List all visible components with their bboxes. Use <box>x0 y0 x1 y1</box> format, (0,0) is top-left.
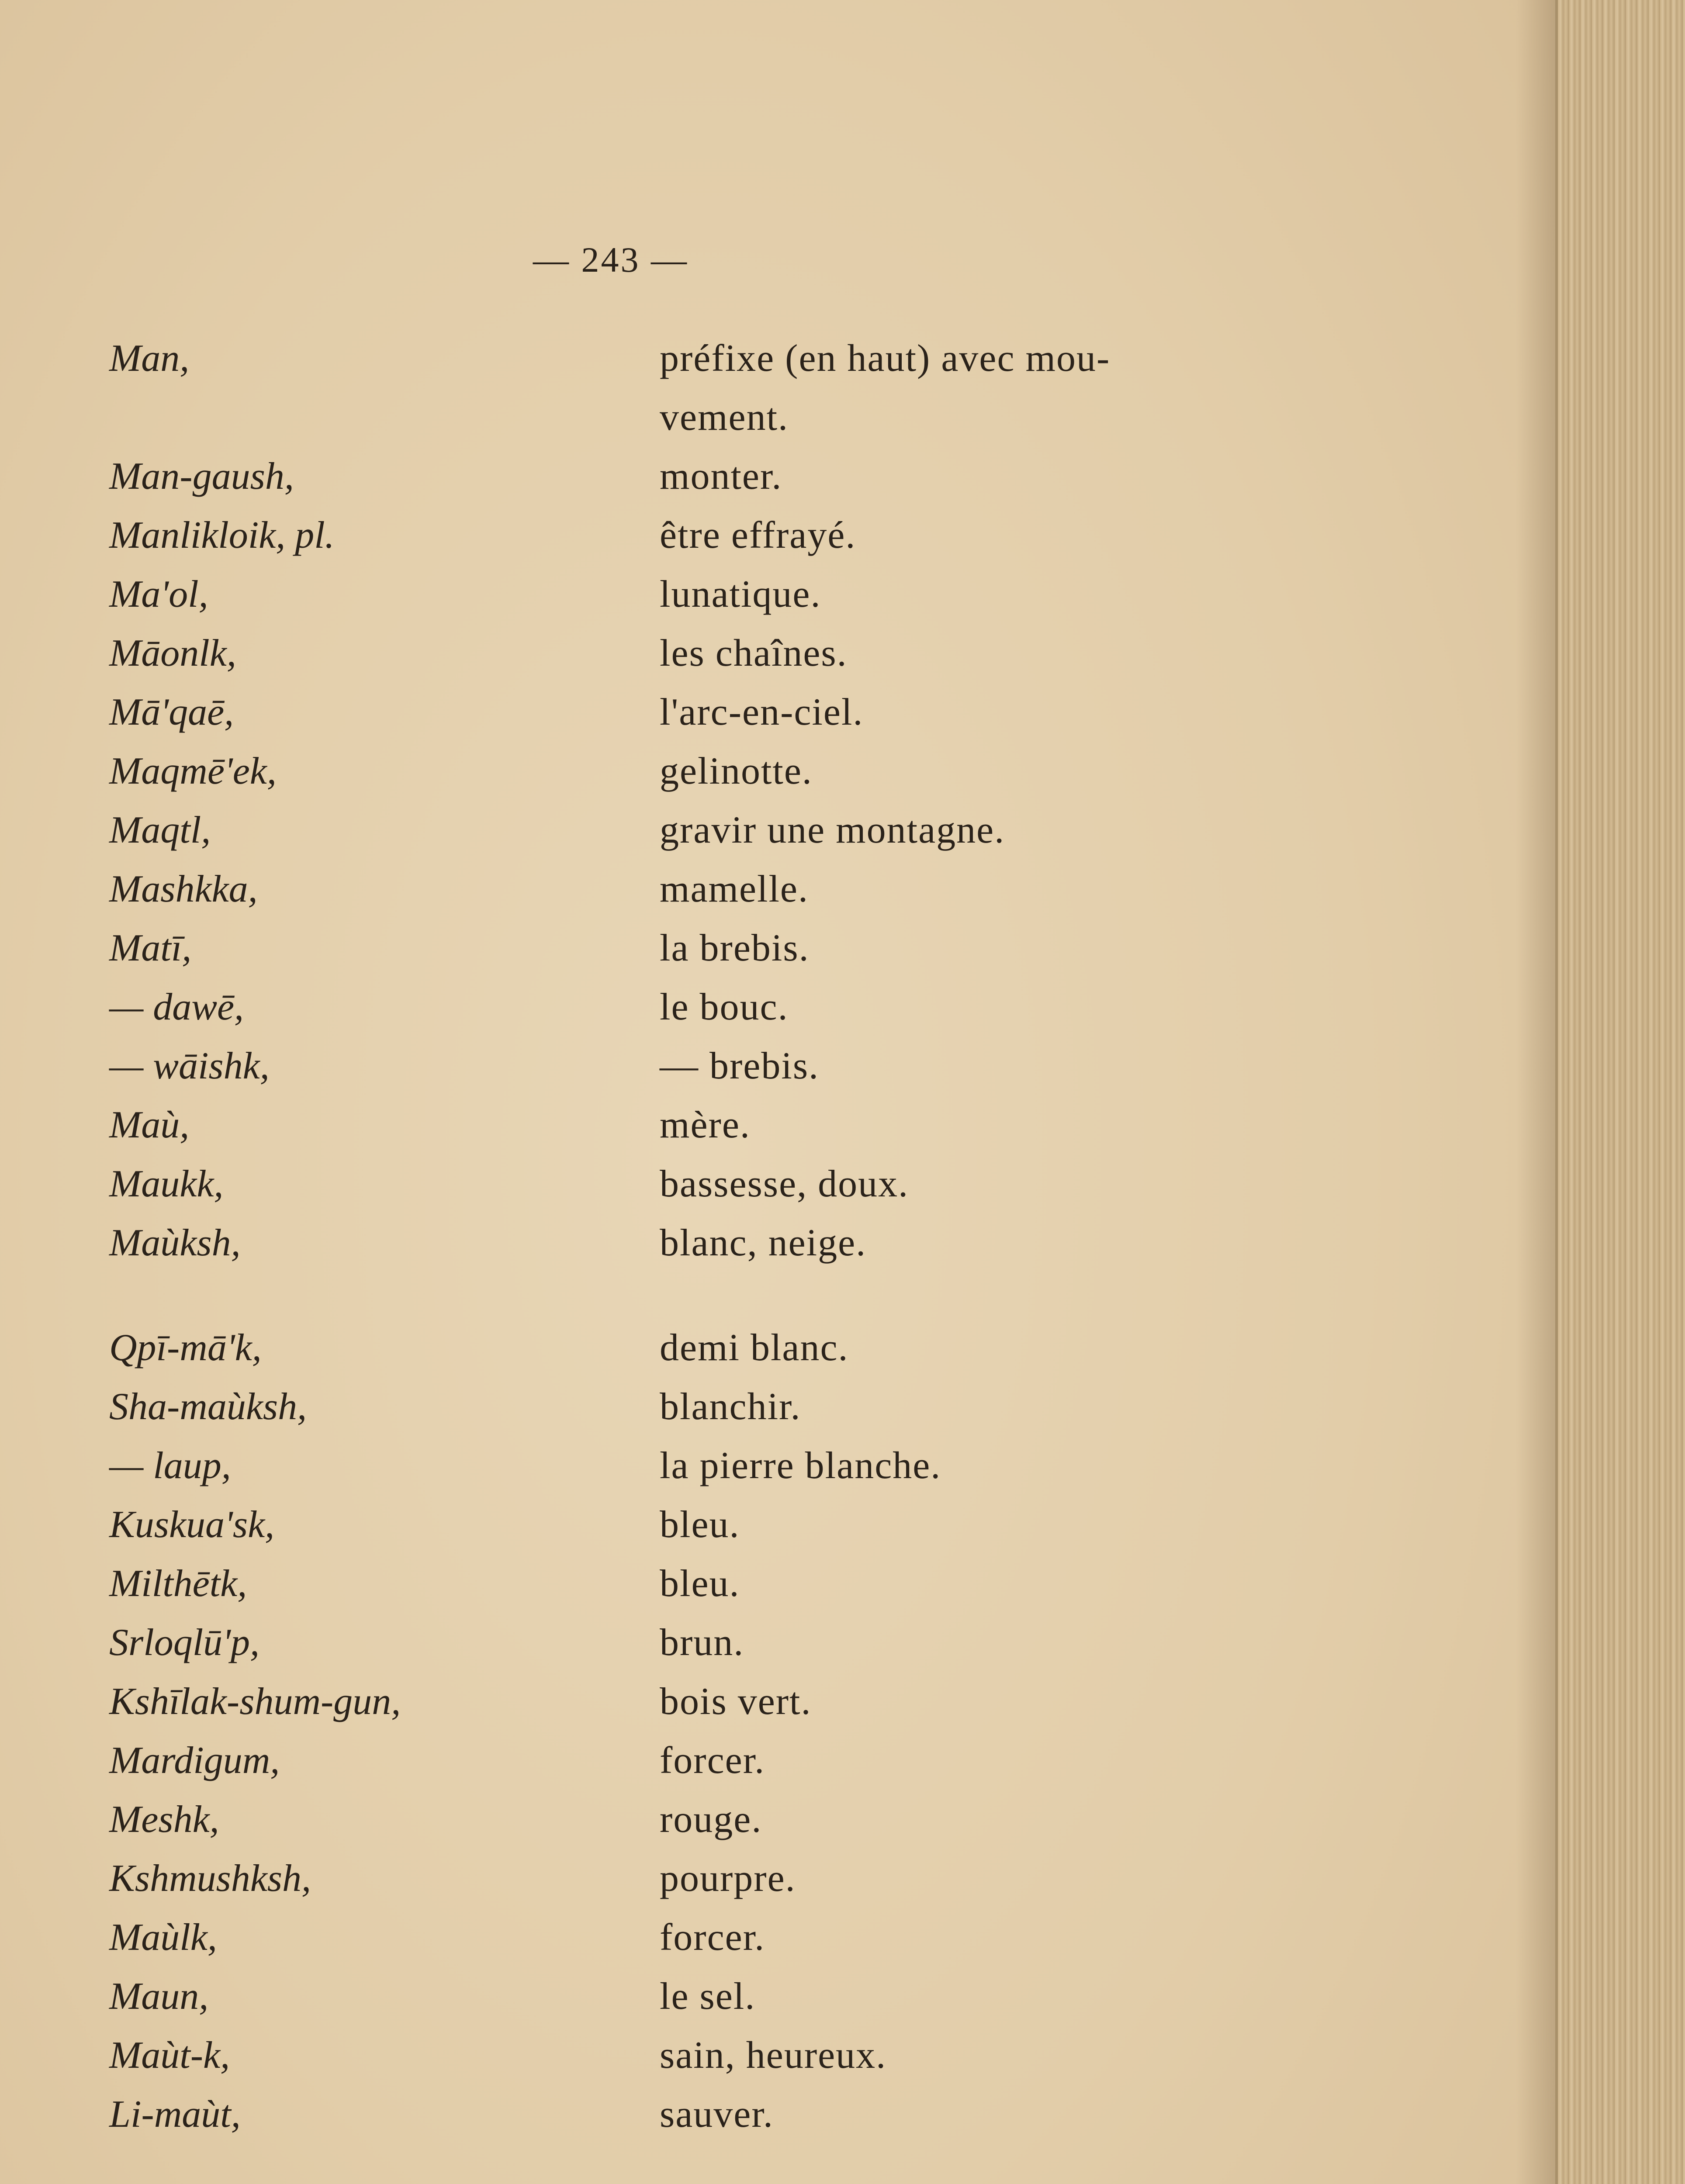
entry-term: Mardigum, <box>109 1739 280 1782</box>
glossary-entry <box>0 1974 1485 2022</box>
entry-definition: la pierre blanche. <box>660 1444 941 1487</box>
glossary-entry <box>0 1385 1485 1433</box>
entry-definition: forcer. <box>660 1916 765 1959</box>
entry-term: Maùksh, <box>109 1222 241 1264</box>
entry-term: Manlikloik, pl. <box>109 514 335 556</box>
glossary-entry <box>0 572 1485 620</box>
glossary-entry <box>0 690 1485 738</box>
entry-term: Maukk, <box>109 1163 224 1205</box>
glossary-entry <box>0 1621 1485 1669</box>
glossary-entry <box>0 1444 1485 1492</box>
entry-term: Māonlk, <box>109 632 236 674</box>
entry-definition: demi blanc. <box>660 1327 849 1369</box>
entry-term: Maqtl, <box>109 809 211 851</box>
glossary-entry <box>0 2092 1485 2140</box>
entry-term: Matī, <box>109 927 192 969</box>
entry-definition: brun. <box>660 1621 744 1664</box>
entry-definition: sain, heureux. <box>660 2034 887 2077</box>
glossary-entry <box>0 985 1485 1033</box>
entry-definition: forcer. <box>660 1739 765 1782</box>
entry-definition: le sel. <box>660 1975 756 2018</box>
glossary-entry <box>0 1915 1485 1963</box>
entry-definition: bois vert. <box>660 1680 812 1723</box>
entry-term: Srloqlū'p, <box>109 1621 259 1664</box>
entry-term: — wāishk, <box>109 1045 270 1087</box>
glossary-entry <box>0 1797 1485 1845</box>
entry-definition: sauver. <box>660 2093 774 2136</box>
glossary-entry <box>0 1044 1485 1092</box>
entry-definition: mamelle. <box>660 868 809 910</box>
entry-definition: les chaînes. <box>660 632 848 674</box>
glossary-entry <box>0 749 1485 797</box>
entry-term: Man, <box>109 337 190 380</box>
page-gutter-shadow <box>1516 0 1558 2184</box>
entry-definition: le bouc. <box>660 986 789 1028</box>
glossary-entry <box>0 1326 1485 1374</box>
glossary-entry <box>0 1221 1485 1269</box>
entry-definition: rouge. <box>660 1798 762 1841</box>
glossary-entry <box>0 1162 1485 1210</box>
entry-definition: lunatique. <box>660 573 821 615</box>
entry-term: Mashkka, <box>109 868 258 910</box>
entry-term: Kshmushksh, <box>109 1857 311 1900</box>
entry-definition: bassesse, doux. <box>660 1163 909 1205</box>
entry-term: Meshk, <box>109 1798 219 1841</box>
entry-definition: gelinotte. <box>660 750 813 792</box>
entry-term: Ma'ol, <box>109 573 208 615</box>
entry-definition: être effrayé. <box>660 514 856 556</box>
entry-term: Man-gaush, <box>109 455 294 498</box>
entry-definition: mère. <box>660 1104 751 1146</box>
glossary-entry <box>0 1738 1485 1787</box>
entry-term: Maqmē'ek, <box>109 750 277 792</box>
entry-term: Maùt-k, <box>109 2034 230 2077</box>
glossary-entry <box>0 926 1485 974</box>
entry-definition: monter. <box>660 455 782 498</box>
book-page-edges <box>1555 0 1685 2184</box>
glossary-entry <box>0 513 1485 561</box>
glossary-entry <box>0 336 1485 384</box>
glossary-entry <box>0 1503 1485 1551</box>
glossary-entry <box>0 1679 1485 1728</box>
entry-definition: l'arc-en-ciel. <box>660 691 864 733</box>
glossary-entry <box>0 867 1485 915</box>
glossary-entry <box>0 631 1485 679</box>
glossary-entry <box>0 395 1485 443</box>
entry-definition: gravir une montagne. <box>660 809 1005 851</box>
entry-definition: blanc, neige. <box>660 1222 867 1264</box>
glossary-entry <box>0 2033 1485 2081</box>
entry-term: Mā'qaē, <box>109 691 234 733</box>
entry-definition: vement. <box>660 396 789 439</box>
entry-term: Maù, <box>109 1104 190 1146</box>
glossary-entry <box>0 454 1485 502</box>
glossary-entry <box>0 808 1485 856</box>
glossary-entry <box>0 1856 1485 1904</box>
entry-definition: bleu. <box>660 1562 740 1605</box>
glossary-entry <box>0 1103 1485 1151</box>
entry-term: — dawē, <box>109 986 244 1028</box>
entry-term: — laup, <box>109 1444 231 1487</box>
page-number: — 243 — <box>533 240 689 280</box>
entry-term: Maùlk, <box>109 1916 217 1959</box>
entry-definition: la brebis. <box>660 927 810 969</box>
entry-term: Kuskua'sk, <box>109 1503 275 1546</box>
entry-definition: — brebis. <box>660 1045 820 1087</box>
entry-definition: blanchir. <box>660 1386 801 1428</box>
entry-term: Maun, <box>109 1975 209 2018</box>
entry-term: Milthētk, <box>109 1562 247 1605</box>
glossary-entry <box>0 1562 1485 1610</box>
entry-term: Li-maùt, <box>109 2093 241 2136</box>
entry-definition: bleu. <box>660 1503 740 1546</box>
entry-term: Qpī-mā'k, <box>109 1327 262 1369</box>
entry-term: Kshīlak-shum-gun, <box>109 1680 401 1723</box>
entry-term: Sha-maùksh, <box>109 1386 307 1428</box>
entry-definition: préfixe (en haut) avec mou- <box>660 337 1111 380</box>
entry-definition: pourpre. <box>660 1857 796 1900</box>
